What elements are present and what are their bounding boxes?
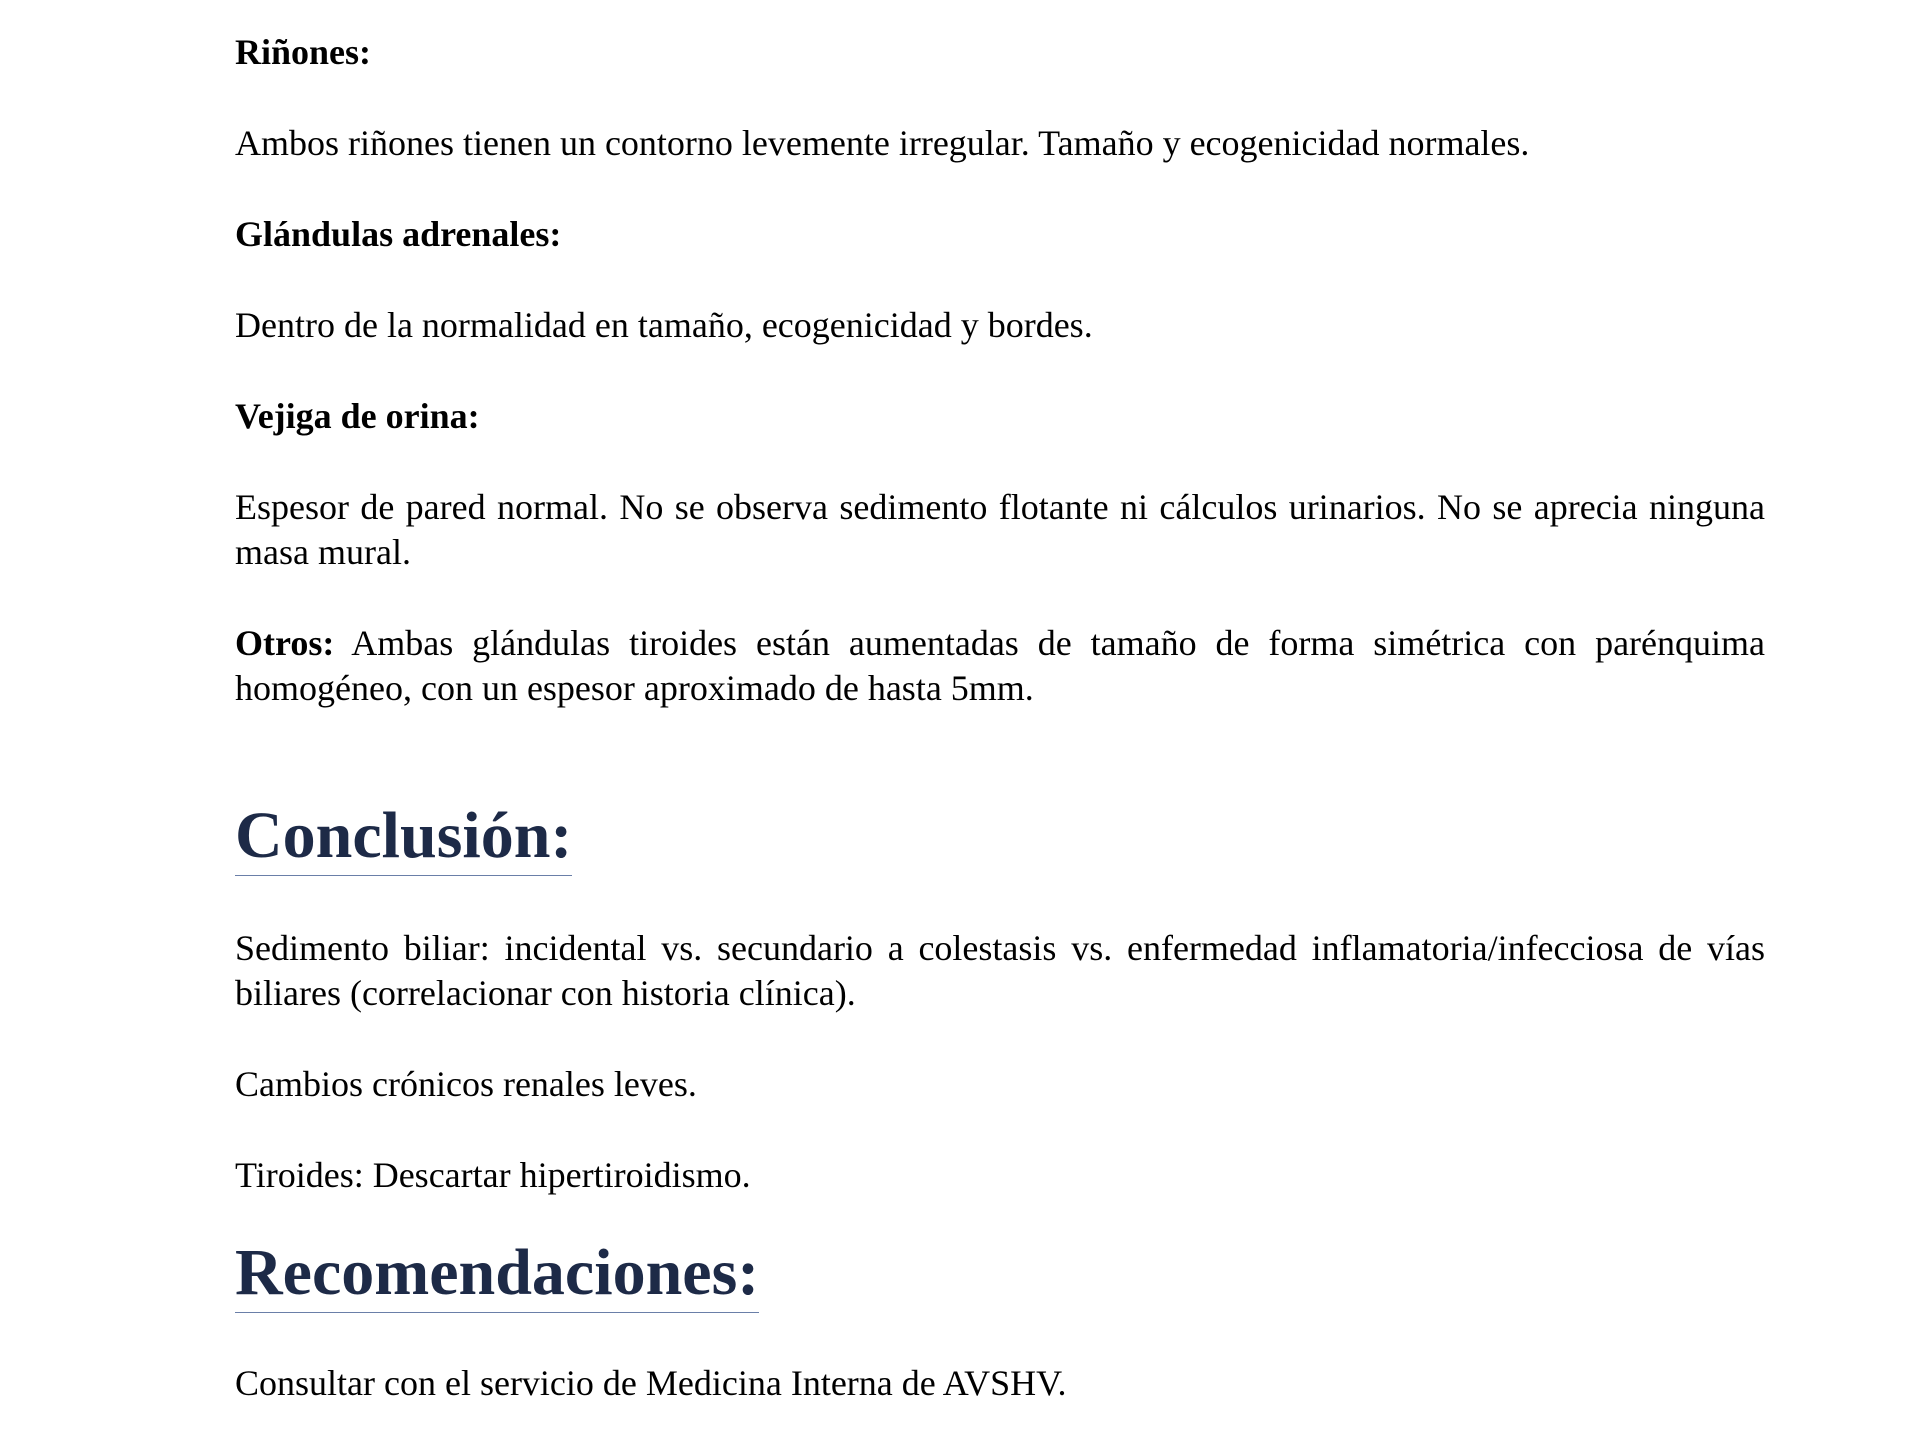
adrenales-text: Dentro de la normalidad en tamaño, ecogenicidad y bordes. [235, 305, 1093, 345]
otros-label: Otros: [235, 623, 335, 663]
vejiga-heading: Vejiga de orina: [235, 396, 480, 436]
document-content [235, 30, 1765, 1406]
rinones-text: Ambos riñones tienen un contorno levemente irregular. Tamaño y ecogenicidad normales. [235, 123, 1530, 163]
otros-paragraph [235, 621, 1765, 711]
otros-text: Ambas glándulas tiroides están aumentadas de tamaño de forma simétrica con parénquima homogéneo, con un espesor aproximado de hasta 5mm. [235, 623, 1765, 708]
conclusion-heading-wrap [235, 797, 1765, 876]
recommendation-item: Consultar con el servicio de Medicina Interna de AVSHV. [235, 1363, 1067, 1403]
conclusion-heading: Conclusión: [235, 797, 572, 876]
adrenales-heading: Glándulas adrenales: [235, 214, 562, 254]
conclusion-item: Cambios crónicos renales leves. [235, 1064, 697, 1104]
recommendations-heading: Recomendaciones: [235, 1234, 759, 1313]
rinones-heading: Riñones: [235, 32, 372, 72]
vejiga-text: Espesor de pared normal. No se observa sedimento flotante ni cálculos urinarios. No se aprecia ninguna masa mural. [235, 487, 1765, 572]
conclusion-item: Tiroides: Descartar hipertiroidismo. [235, 1155, 751, 1195]
recommendations-heading-wrap [235, 1234, 1765, 1313]
conclusion-item: Sedimento biliar: incidental vs. secundario a colestasis vs. enfermedad inflamatoria/infecciosa de vías biliares (correlacionar con historia clínica). [235, 928, 1765, 1013]
